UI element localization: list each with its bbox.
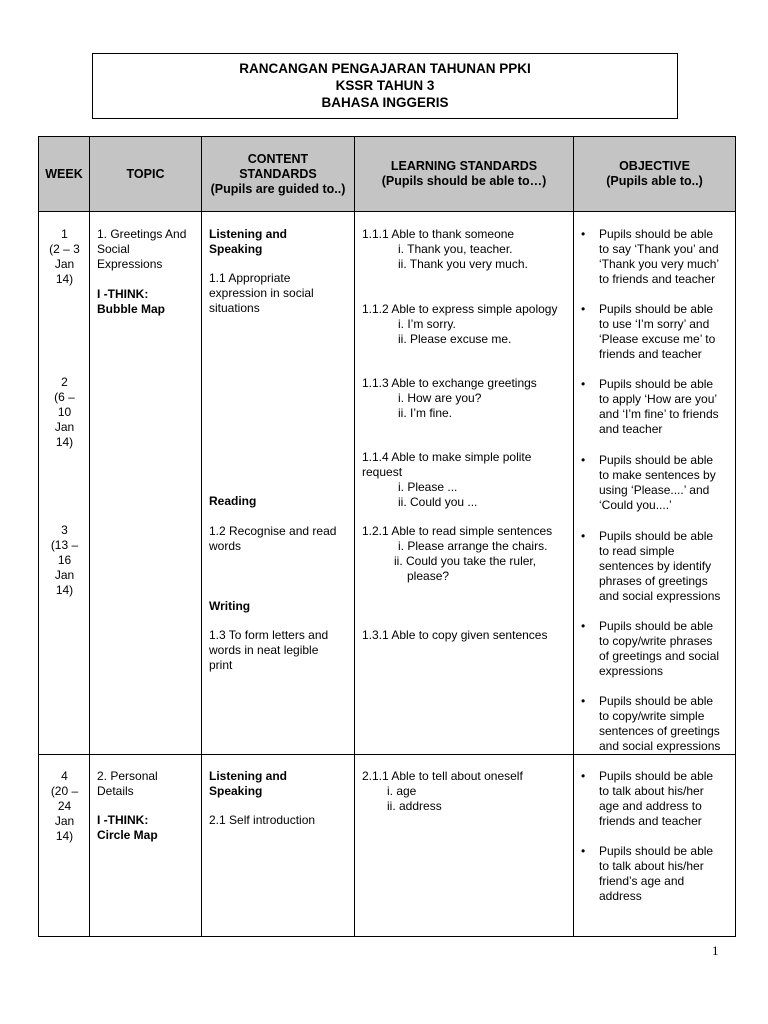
page-number: 1	[712, 943, 719, 958]
ithink-label: I -THINK: Circle Map	[97, 813, 158, 842]
topic-title: 1. Greetings And Social Expressions	[97, 227, 187, 271]
topic-cell	[90, 212, 202, 755]
bullet-icon: •	[581, 694, 586, 708]
header-topic: TOPIC	[90, 137, 202, 212]
document-title	[92, 53, 678, 119]
learning-standard: 1.1.3 Able to exchange greetings i. How are you? ii. I’m fine.	[362, 376, 537, 420]
bullet-icon: •	[581, 529, 586, 543]
bullet-icon: •	[581, 453, 586, 467]
title-line-1: RANCANGAN PENGAJARAN TAHUNAN PPKI	[239, 61, 531, 76]
bullet-icon: •	[581, 227, 586, 241]
table-row	[39, 755, 736, 937]
content-item: 1.3 To form letters and words in neat legible print	[209, 628, 329, 672]
content-heading: Reading	[209, 494, 257, 508]
bullet-icon: •	[581, 769, 586, 783]
objective-cell: • Pupils should be able to talk about his/her age and address to friends and teacher • Pupils should be able to talk about his/her friend’s age and address	[574, 755, 736, 937]
topic-cell	[90, 755, 202, 937]
week-entry: 1 (2 – 3 Jan 14)	[49, 227, 80, 286]
header-content-standards: CONTENT STANDARDS (Pupils are guided to..)	[202, 137, 355, 212]
content-item: 2.1 Self introduction	[209, 813, 316, 827]
header-week: WEEK	[39, 137, 90, 212]
title-line-2: KSSR TAHUN 3	[335, 78, 435, 93]
learning-standard: 1.1.1 Able to thank someone i. Thank you, teacher. ii. Thank you very much.	[362, 227, 528, 271]
title-line-3: BAHASA INGGERIS	[321, 95, 449, 110]
week-entry: 2 (6 – 10 Jan 14)	[54, 375, 75, 449]
learning-standard: 1.3.1 Able to copy given sentences	[362, 628, 548, 642]
learning-standards-cell	[355, 755, 574, 937]
week-entry: 3 (13 – 16 Jan 14)	[50, 523, 79, 597]
learning-standard: 1.1.2 Able to express simple apology i. I’m sorry. ii. Please excuse me.	[362, 302, 558, 346]
ithink-label: I -THINK: Bubble Map	[97, 287, 165, 316]
content-item: 1.2 Recognise and read words	[209, 524, 337, 553]
content-heading: Listening and Speaking	[209, 769, 287, 798]
content-item: 1.1 Appropriate expression in social situations	[209, 271, 314, 315]
content-heading: Writing	[209, 599, 251, 613]
learning-standard: 1.1.4 Able to make simple polite request i. Please ... ii. Could you ...	[362, 450, 532, 509]
bullet-icon: •	[581, 619, 586, 633]
learning-standard: 1.2.1 Able to read simple sentences i. Please arrange the chairs. ii. Could you take the ruler, please?	[362, 524, 553, 583]
table-row	[39, 212, 736, 755]
bullet-icon: •	[581, 844, 586, 858]
week-cell	[39, 755, 90, 937]
content-heading: Listening and Speaking	[209, 227, 287, 256]
header-objective: OBJECTIVE (Pupils able to..)	[574, 137, 736, 212]
content-standards-cell	[202, 212, 355, 755]
objective-cell: • Pupils should be able to say ‘Thank you’ and ‘Thank you very much’ to friends and teacher • Pupils should be able to use ‘I’m sorry’ and ‘Please excuse me’ to friends and teacher • Pupils should be able to apply ‘How are you’ and ‘I’m fine’ to friends and teacher • Pupils should be able to make sentences by using ‘Please....’ and ‘Could you....’ • Pupils should be able to read simple sentences by identify phrases of greetings and social expressions • Pupils should be able to copy/write phrases of greetings and social expressions • Pupils should be able to copy/write simple sentences of greetings and social expressions	[574, 212, 736, 755]
learning-standards-cell	[355, 212, 574, 755]
header-row	[39, 137, 736, 212]
header-learning-standards: LEARNING STANDARDS (Pupils should be able to…)	[355, 137, 574, 212]
lesson-plan-table	[38, 136, 736, 937]
week-cell	[39, 212, 90, 755]
topic-title: 2. Personal Details	[97, 769, 158, 798]
learning-standard: 2.1.1 Able to tell about oneself i. age ii. address	[362, 769, 523, 813]
bullet-icon: •	[581, 377, 586, 391]
content-standards-cell	[202, 755, 355, 937]
week-entry: 4 (20 – 24 Jan 14)	[50, 769, 79, 843]
bullet-icon: •	[581, 302, 586, 316]
